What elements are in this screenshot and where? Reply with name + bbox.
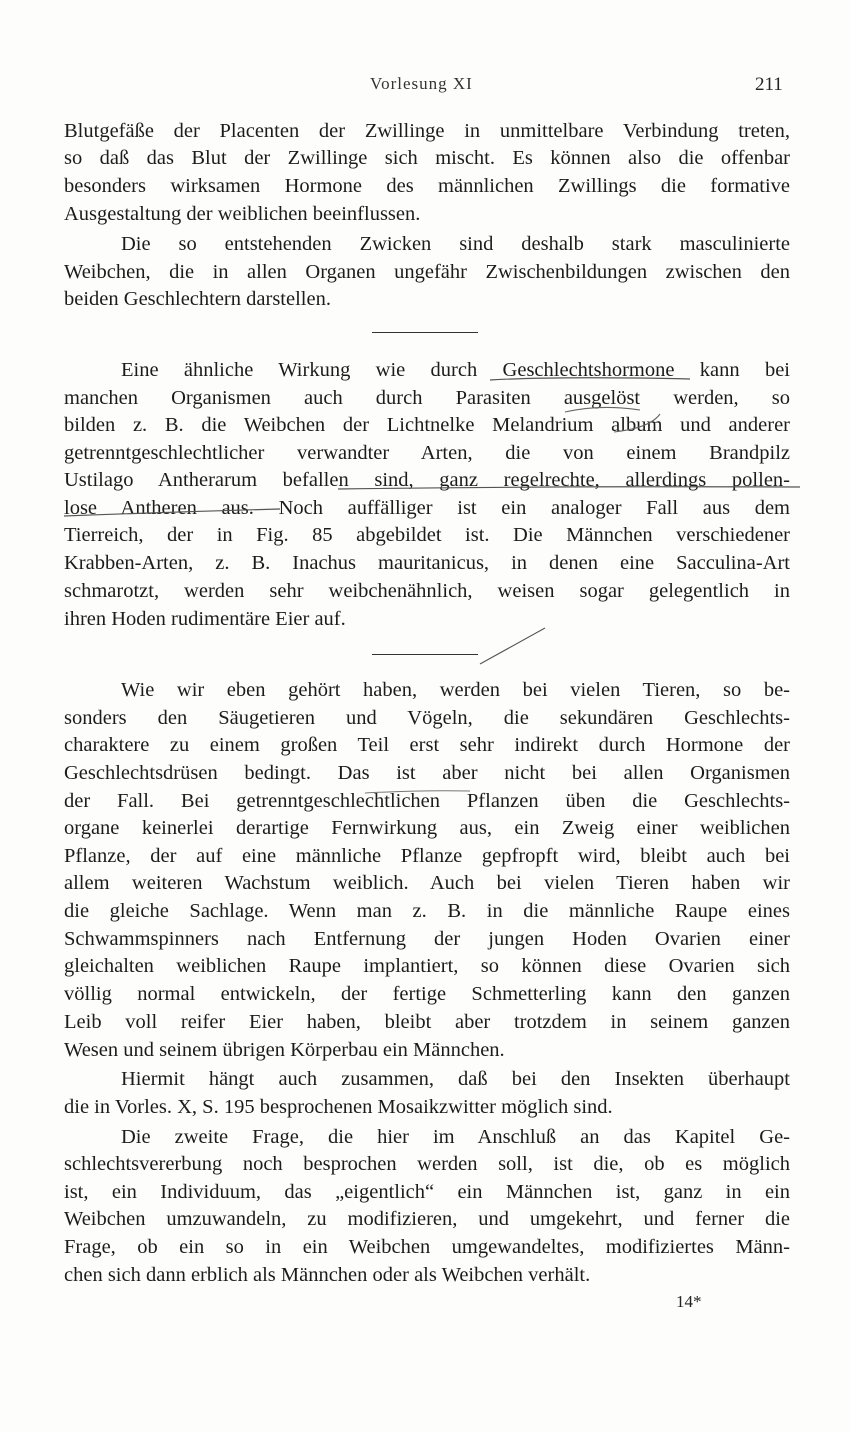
text-line: schlechtsvererbung noch besprochen werden soll, ist die, ob es möglich [64, 1153, 790, 1175]
text-line: beiden Geschlechtern darstellen. [64, 288, 331, 310]
text-line: manchen Organismen auch durch Parasiten ausgelöst werden, so [64, 387, 790, 409]
text-line: lose Antheren aus. Noch auffälliger ist ein analoger Fall aus dem [64, 497, 790, 519]
text-line: Wesen und seinem übrigen Körperbau ein Männchen. [64, 1039, 505, 1061]
page-number: 211 [755, 74, 783, 95]
text-line: völlig normal entwickeln, der fertige Schmetterling kann den ganzen [64, 983, 790, 1005]
text-line: Pflanze, der auf eine männliche Pflanze gepfropft wird, bleibt auch bei [64, 845, 790, 867]
text-line: charaktere zu einem großen Teil erst sehr indirekt durch Hormone der [64, 734, 790, 756]
text-line: chen sich dann erblich als Männchen oder als Weibchen verhält. [64, 1264, 591, 1286]
text-line: so daß das Blut der Zwillinge sich mischt. Es können also die offenbar [64, 147, 790, 169]
text-line: sonders den Säugetieren und Vögeln, die sekundären Geschlechts- [64, 707, 790, 729]
text-line: Weibchen umzuwandeln, zu modifizieren, und umgekehrt, und ferner die [64, 1208, 790, 1230]
text-line: Krabben-Arten, z. B. Inachus mauritanicus, in denen eine Sacculina-Art [64, 552, 790, 574]
text-line: Leib voll reifer Eier haben, bleibt aber trotzdem in seinem ganzen [64, 1011, 790, 1033]
text-line: schmarotzt, werden sehr weibchenähnlich, weisen sogar gelegentlich in [64, 580, 790, 602]
text-line: besonders wirksamen Hormone des männlichen Zwillings die formative [64, 175, 790, 197]
text-line: Die zweite Frage, die hier im Anschluß an das Kapitel Ge- [121, 1126, 790, 1148]
text-line: die gleiche Sachlage. Wenn man z. B. in die männliche Raupe eines [64, 900, 790, 922]
text-line: getrenntgeschlechtlicher verwandter Arten, die von einem Brandpilz [64, 442, 790, 464]
text-line: ihren Hoden rudimentäre Eier auf. [64, 608, 346, 630]
text-line: organe keinerlei derartige Fernwirkung aus, ein Zweig einer weiblichen [64, 817, 790, 839]
text-line: Weibchen, die in allen Organen ungefähr Zwischenbildungen zwischen den [64, 261, 790, 283]
text-line: Ustilago Antherarum befallen sind, ganz regelrechte, allerdings pollen- [64, 469, 790, 491]
text-line: Wie wir eben gehört haben, werden bei vielen Tieren, so be- [121, 679, 790, 701]
text-line: Geschlechtsdrüsen bedingt. Das ist aber nicht bei allen Organismen [64, 762, 790, 784]
text-line: bilden z. B. die Weibchen der Lichtnelke Melandrium album und anderer [64, 414, 790, 436]
text-line: allem weiteren Wachstum weiblich. Auch bei vielen Tieren haben wir [64, 872, 790, 894]
text-line: Ausgestaltung der weiblichen beeinflussen. [64, 203, 421, 225]
text-line: die in Vorles. X, S. 195 besprochenen Mosaikzwitter möglich sind. [64, 1096, 613, 1118]
text-line: ist, ein Individuum, das „eigentlich“ ein Männchen ist, ganz in ein [64, 1181, 790, 1203]
text-line: Tierreich, der in Fig. 85 abgebildet ist. Die Männchen verschiedener [64, 524, 790, 546]
text-line: Eine ähnliche Wirkung wie durch Geschlechtshormone kann bei [121, 359, 790, 381]
signature-mark: 14* [676, 1292, 702, 1311]
text-line: Frage, ob ein so in ein Weibchen umgewandeltes, modifiziertes Männ- [64, 1236, 790, 1258]
section-divider [372, 332, 478, 333]
text-line: gleichalten weiblichen Raupe implantiert, so können diese Ovarien sich [64, 955, 790, 977]
text-line: Die so entstehenden Zwicken sind deshalb stark masculinierte [121, 233, 790, 255]
text-line: Blutgefäße der Placenten der Zwillinge in unmittelbare Verbindung treten, [64, 120, 790, 142]
text-line: der Fall. Bei getrenntgeschlechtlichen Pflanzen üben die Geschlechts- [64, 790, 790, 812]
running-head: Vorlesung XI [370, 74, 473, 93]
text-line: Schwammspinners nach Entfernung der jungen Hoden Ovarien einer [64, 928, 790, 950]
margin-slash-mark [480, 628, 545, 664]
section-divider [372, 654, 478, 655]
text-line: Hiermit hängt auch zusammen, daß bei den Insekten überhaupt [121, 1068, 790, 1090]
